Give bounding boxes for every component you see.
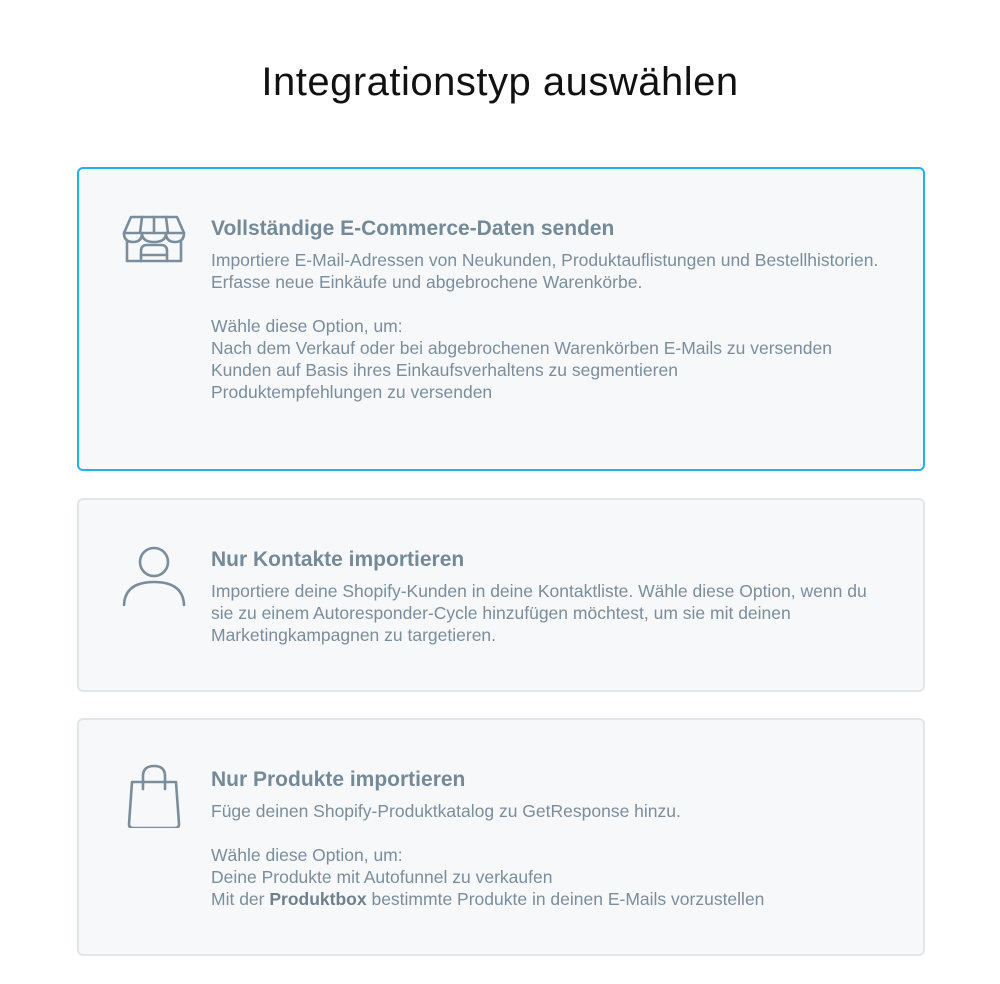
option-description: Importiere E-Mail-Adressen von Neukunden, Produktauflistungen und Bestellhistorien. Erfasse neue Einkäufe und abgebrochene Warenkörbe. — [211, 250, 879, 292]
store-icon — [121, 211, 187, 277]
option-description: Füge deinen Shopify-Produktkatalog zu GetResponse hinzu. — [211, 801, 681, 821]
bullet-suffix: bestimmte Produkte in deinen E-Mails vorzustellen — [366, 889, 765, 909]
option-card-body — [211, 215, 893, 403]
option-description: Importiere deine Shopify-Kunden in deine Kontaktliste. Wähle diese Option, wenn du sie zu einem Autoresponder-Cycle hinzufügen möchtest, um sie mit deinen Marketingkampagnen zu targetieren. — [211, 581, 867, 645]
user-icon — [121, 542, 187, 608]
option-bullet: Deine Produkte mit Autofunnel zu verkaufen — [211, 867, 553, 887]
option-card-full-ecommerce[interactable] — [77, 167, 925, 471]
option-title: Nur Kontakte importieren — [211, 548, 465, 571]
option-bullet: Kunden auf Basis ihres Einkaufsverhaltens zu segmentieren — [211, 360, 678, 380]
option-card-contacts-only[interactable] — [77, 498, 925, 692]
option-title: Nur Produkte importieren — [211, 768, 466, 791]
option-title: Vollständige E-Commerce-Daten senden — [211, 217, 615, 240]
option-card-body — [211, 766, 893, 910]
shopping-bag-icon — [121, 762, 187, 828]
bullet-prefix: Mit der — [211, 889, 270, 909]
page-title: Integrationstyp auswählen — [261, 60, 739, 104]
option-card-products-only[interactable] — [77, 718, 925, 956]
option-choose-intro: Wähle diese Option, um: — [211, 845, 403, 865]
option-choose-intro: Wähle diese Option, um: — [211, 316, 403, 336]
option-bullet: Nach dem Verkauf oder bei abgebrochenen Warenkörben E-Mails zu versenden — [211, 338, 832, 358]
option-card-body — [211, 546, 893, 646]
option-bullet: Produktempfehlungen zu versenden — [211, 382, 493, 402]
produktbox-highlight: Produktbox — [269, 889, 367, 909]
option-bullet — [211, 888, 893, 910]
